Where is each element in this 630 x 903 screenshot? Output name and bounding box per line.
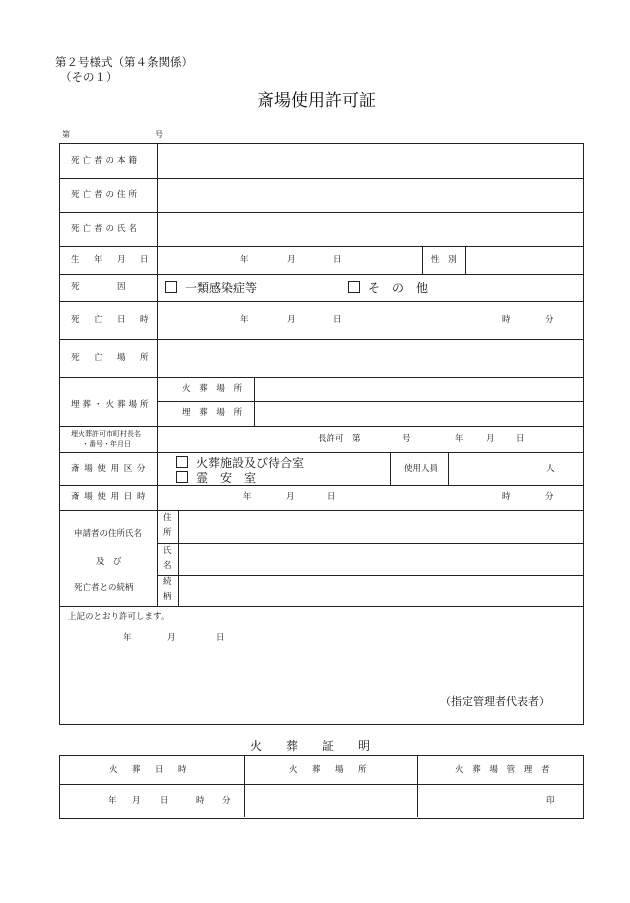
app-rel-1: 続 [163,577,172,587]
label-honseki: 死亡者の本籍 [71,156,141,166]
permit-date-day: 日 [216,633,228,643]
checkbox-icon [176,471,188,483]
users-unit: 人 [546,464,555,474]
cert-month: 月 [132,796,144,806]
cert-day: 日 [160,796,172,806]
form-subnumber: （その１） [60,70,118,84]
label-birthdate: 生 年 月 日 [71,255,152,265]
cert-year: 年 [108,796,120,806]
permit-date-year: 年 [123,633,135,643]
cause-option-2[interactable]: そ の 他 [348,281,428,294]
permit-date-month: 月 [167,633,179,643]
checkbox-icon [176,456,188,468]
cert-minute: 分 [222,796,234,806]
cert-col-manager: 火 葬 場 管 理 者 [455,765,553,775]
permit-month: 月 [486,434,498,444]
checkbox-icon [165,281,177,293]
signer-label: （指定管理者代表者） [440,695,550,708]
permit-year: 年 [455,434,467,444]
use-hour: 時 [502,492,514,502]
app-addr-2: 所 [163,528,172,538]
label-shimei: 死亡者の氏名 [71,224,141,234]
label-permit-2: ・番号・年月日 [82,440,131,448]
use-month: 月 [286,492,298,502]
death-year: 年 [240,315,252,325]
checkbox-icon [348,281,360,293]
label-usage-datetime: 斎 場 使 用 日 時 [71,492,147,502]
permit-statement: 上記のとおり許可します。 [68,612,170,622]
usage-option-1[interactable]: 火葬施設及び待合室 [176,456,304,469]
label-applicant-3: 死亡者との続柄 [74,583,134,593]
permit-day: 日 [516,434,528,444]
death-hour: 時 [502,315,514,325]
app-name-2: 名 [163,561,172,571]
app-addr-1: 住 [163,513,172,523]
app-name-1: 氏 [163,546,172,556]
label-usage: 斎 場 使 用 区 分 [71,464,147,474]
label-permit-1: 埋火葬許可市町村長名 [71,430,141,438]
label-applicant-2: 及 び [96,557,122,567]
death-minute: 分 [545,315,557,325]
label-cause: 死 因 [71,282,129,292]
death-day: 日 [333,315,345,325]
permit-dai: 第 [352,434,364,444]
label-applicant-1: 申請者の住所氏名 [74,529,143,539]
label-death-place: 死 亡 場 所 [71,353,152,363]
label-cremation-place: 火 葬 場 所 [182,384,246,394]
label-burial-place: 埋 葬 場 所 [182,408,246,418]
birth-month: 月 [287,255,299,265]
cert-hour: 時 [196,796,208,806]
label-users: 使用人員 [404,464,439,474]
page-title: 斎場使用許可証 [257,91,376,111]
birth-day: 日 [333,255,345,265]
use-minute: 分 [545,492,557,502]
label-jusho: 死亡者の住所 [71,190,141,200]
number-dai: 第 [62,130,70,139]
seal-mark: 印 [546,796,558,806]
death-month: 月 [287,315,299,325]
cert-title: 火 葬 証 明 [250,739,371,753]
cert-col-place: 火 葬 場 所 [289,765,370,775]
permit-chief: 長許可 [318,434,344,444]
app-rel-2: 柄 [163,592,172,602]
form-number: 第２号様式（第４条関係） [55,55,193,69]
cause-option-1[interactable]: 一類感染症等 [165,281,257,294]
cert-col-datetime: 火 葬 日 時 [109,765,190,775]
number-go: 号 [155,130,163,139]
birth-year: 年 [240,255,252,265]
use-day: 日 [327,492,339,502]
use-year: 年 [243,492,255,502]
usage-option-2[interactable]: 霊 安 室 [176,471,256,484]
permit-go: 号 [402,434,414,444]
label-death-datetime: 死 亡 日 時 [71,315,152,325]
label-sex: 性 別 [431,255,460,265]
label-burial: 埋葬・火葬場所 [71,400,152,410]
